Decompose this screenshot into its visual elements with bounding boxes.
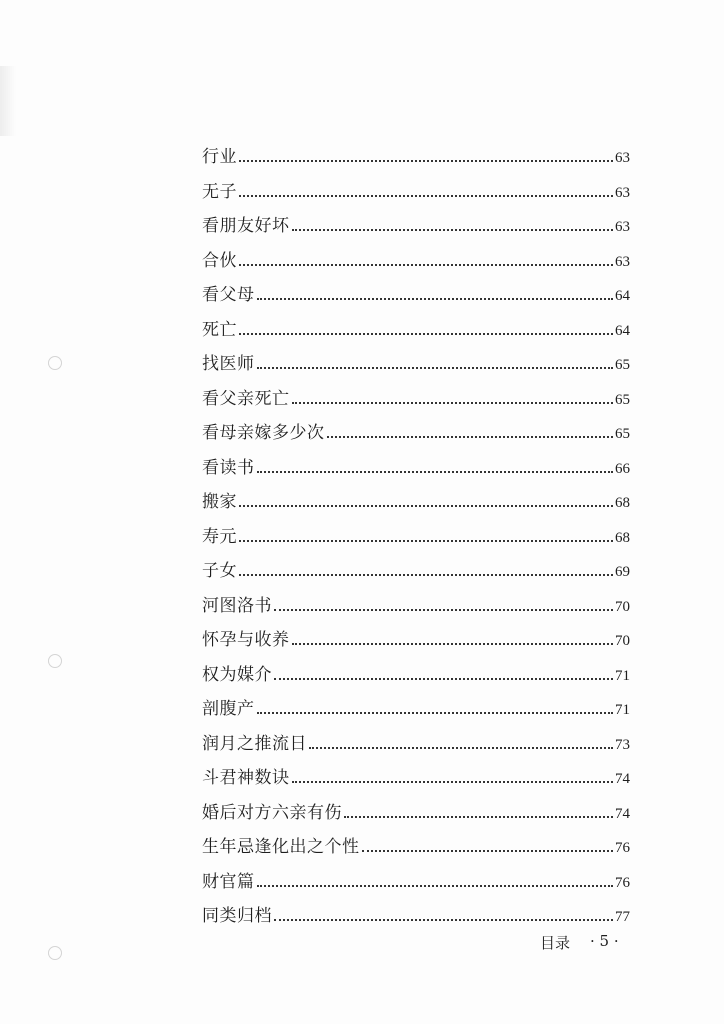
- toc-entry-title: 合伙: [202, 250, 237, 271]
- toc-entry[interactable]: [202, 244, 630, 279]
- toc-entry-title: 财官篇: [202, 871, 255, 892]
- toc-entry[interactable]: [202, 347, 630, 382]
- toc-entry[interactable]: [202, 692, 630, 727]
- footer-page-number: · 5 ·: [590, 932, 619, 950]
- toc-entry-page-number: 63: [615, 219, 630, 235]
- toc-entry[interactable]: [202, 520, 630, 555]
- toc-entry-page-number: 76: [615, 874, 630, 891]
- toc-dot-leader: [239, 333, 613, 335]
- toc-entry-page-number: 71: [615, 702, 630, 718]
- toc-entry[interactable]: [202, 554, 630, 589]
- toc-dot-leader: [327, 436, 614, 438]
- toc-entry[interactable]: [202, 727, 630, 762]
- toc-entry-title: 看父母: [202, 285, 255, 305]
- toc-entry-title: 无子: [202, 181, 237, 202]
- toc-entry-page-number: 63: [615, 253, 630, 270]
- toc-dot-leader: [257, 471, 614, 473]
- toc-entry[interactable]: [202, 278, 630, 313]
- toc-entry-page-number: 74: [615, 771, 630, 787]
- toc-entry-page-number: 73: [615, 736, 630, 753]
- toc-entry[interactable]: [202, 382, 630, 417]
- toc-entry[interactable]: [202, 658, 630, 693]
- toc-entry-title: 剖腹产: [202, 699, 255, 719]
- toc-entry-title: 看朋友好坏: [202, 216, 290, 236]
- toc-dot-leader: [239, 160, 613, 162]
- toc-entry-title: 斗君神数诀: [202, 768, 290, 788]
- scan-shadow: [0, 66, 16, 136]
- toc-entry-title: 同类归档: [202, 906, 272, 926]
- toc-entry-title: 怀孕与收养: [202, 630, 290, 650]
- toc-entry-page-number: 70: [615, 598, 630, 615]
- toc-dot-leader: [292, 643, 614, 645]
- page-footer: [540, 932, 619, 953]
- footer-section-label: 目录: [540, 934, 571, 952]
- toc-entry-title: 子女: [202, 561, 237, 581]
- toc-entry-page-number: 76: [615, 840, 630, 856]
- toc-entry[interactable]: [202, 140, 630, 175]
- toc-entry[interactable]: [202, 416, 630, 451]
- toc-dot-leader: [239, 574, 613, 576]
- toc-entry-page-number: 65: [615, 391, 630, 408]
- punch-hole-bottom: [48, 946, 62, 960]
- toc-entry[interactable]: [202, 623, 630, 658]
- toc-entry[interactable]: [202, 796, 630, 831]
- table-of-contents: [202, 140, 630, 934]
- toc-dot-leader: [292, 229, 614, 231]
- toc-entry[interactable]: [202, 830, 630, 865]
- toc-entry-page-number: 65: [615, 426, 630, 442]
- toc-dot-leader: [292, 781, 614, 783]
- toc-entry-page-number: 64: [615, 288, 630, 304]
- toc-dot-leader: [274, 919, 613, 921]
- punch-hole-top: [48, 356, 62, 370]
- toc-entry[interactable]: [202, 175, 630, 210]
- toc-entry-title: 看父亲死亡: [202, 388, 290, 409]
- toc-dot-leader: [344, 816, 613, 818]
- toc-dot-leader: [257, 712, 614, 714]
- toc-entry-title: 寿元: [202, 526, 237, 547]
- toc-entry-title: 权为媒介: [202, 664, 272, 685]
- toc-entry[interactable]: [202, 589, 630, 624]
- toc-dot-leader: [239, 505, 613, 507]
- toc-entry-page-number: 65: [615, 357, 630, 373]
- toc-dot-leader: [362, 850, 614, 852]
- toc-entry-title: 看母亲嫁多少次: [202, 423, 325, 443]
- toc-entry[interactable]: [202, 209, 630, 244]
- toc-dot-leader: [257, 367, 614, 369]
- toc-entry-title: 看读书: [202, 457, 255, 478]
- toc-entry-title: 行业: [202, 147, 237, 167]
- toc-entry-title: 死亡: [202, 319, 237, 340]
- toc-entry-page-number: 68: [615, 495, 630, 511]
- toc-entry-page-number: 63: [615, 150, 630, 166]
- toc-entry-page-number: 77: [615, 909, 630, 925]
- toc-entry[interactable]: [202, 865, 630, 900]
- toc-dot-leader: [239, 264, 613, 266]
- punch-hole-middle: [48, 654, 62, 668]
- toc-entry-page-number: 74: [615, 805, 630, 822]
- toc-dot-leader: [292, 402, 614, 404]
- toc-entry-page-number: 64: [615, 322, 630, 339]
- toc-entry-page-number: 71: [615, 667, 630, 684]
- toc-entry-title: 生年忌逢化出之个性: [202, 837, 360, 857]
- toc-dot-leader: [257, 885, 614, 887]
- toc-entry-page-number: 66: [615, 460, 630, 477]
- toc-entry[interactable]: [202, 485, 630, 520]
- toc-entry-title: 婚后对方六亲有伤: [202, 802, 342, 823]
- toc-dot-leader: [239, 195, 613, 197]
- toc-dot-leader: [257, 298, 614, 300]
- toc-entry[interactable]: [202, 451, 630, 486]
- toc-dot-leader: [309, 747, 613, 749]
- toc-entry-title: 润月之推流日: [202, 733, 307, 754]
- toc-entry[interactable]: [202, 761, 630, 796]
- toc-entry[interactable]: [202, 899, 630, 934]
- toc-entry-title: 河图洛书: [202, 595, 272, 616]
- toc-entry-page-number: 70: [615, 633, 630, 649]
- toc-entry-title: 搬家: [202, 492, 237, 512]
- toc-entry-page-number: 68: [615, 529, 630, 546]
- toc-dot-leader: [274, 609, 613, 611]
- toc-entry-title: 找医师: [202, 354, 255, 374]
- toc-dot-leader: [274, 678, 613, 680]
- toc-entry-page-number: 63: [615, 184, 630, 201]
- toc-entry-page-number: 69: [615, 564, 630, 580]
- toc-dot-leader: [239, 540, 613, 542]
- toc-entry[interactable]: [202, 313, 630, 348]
